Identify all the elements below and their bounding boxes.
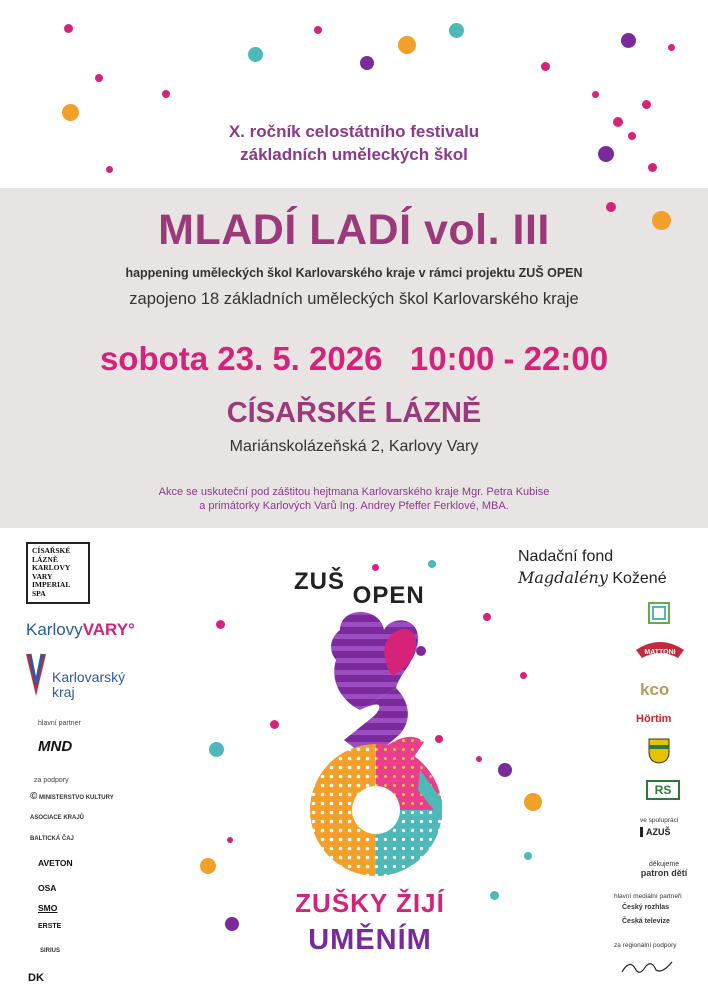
karlovy-vary-logo: [26, 620, 135, 640]
slogan-line-2: UMĚNÍM: [308, 924, 432, 956]
spa-line: SPA: [32, 588, 46, 598]
zus-word: ZUŠ: [294, 568, 345, 595]
patronage-line-1: Akce se uskuteční pod záštitou hejtmana Karlovarského kraje Mgr. Petra Kubise: [158, 486, 550, 498]
patron-text: patron dětí: [640, 868, 688, 878]
nadacni-fond-logo: [518, 548, 678, 588]
kco-logo: kco: [640, 680, 670, 699]
main-partner-label: hlavní partner: [38, 720, 81, 727]
confetti-dot: [248, 47, 263, 62]
confetti-dot: [541, 62, 550, 71]
patronage-line-2: a primátorky Karlových Varů Ing. Andrey Pfeffer Ferklové, MBA.: [199, 500, 509, 512]
regional-signature-icon: [618, 956, 678, 978]
rs-logo: RS: [646, 780, 680, 800]
mattoni-logo: [634, 640, 686, 662]
asociace-logo: ASOCIACE KRAJŮ: [30, 815, 85, 821]
confetti-dot: [621, 33, 636, 48]
smo-logo: SMO: [38, 903, 58, 913]
patronage-text: [0, 485, 708, 513]
confetti-dot: [270, 720, 279, 729]
patron-deti-logo: [640, 860, 688, 878]
confetti-dot: [95, 74, 103, 82]
confetti-dot: [428, 560, 436, 568]
confetti-dot: [520, 672, 527, 679]
slogan-line-1: ZUŠKY ŽIJÍ: [295, 888, 445, 918]
zus-open-logo: [294, 568, 425, 609]
ceska-televize-logo: Česká televize: [622, 918, 670, 925]
confetti-dot: [64, 24, 73, 33]
nf-line1: Nadační fond: [518, 548, 614, 565]
confetti-dot: [162, 90, 170, 98]
karlovarsky-kraj-logo: [22, 650, 152, 706]
coat-of-arms-icon: [648, 738, 670, 764]
confetti-dot: [216, 620, 225, 629]
open-word: OPEN: [352, 582, 425, 609]
spa-line: VARY: [32, 571, 53, 581]
dk-logo: DK: [28, 972, 44, 984]
mattoni-text: MATTONI: [644, 649, 676, 656]
kv-part1: Karlovy: [26, 620, 83, 639]
aveton-logo: AVETON: [38, 858, 73, 868]
confetti-dot: [209, 742, 224, 757]
mnd-logo: MND: [38, 738, 73, 755]
ministry-text: MINISTERSTVO KULTURY: [39, 795, 114, 801]
spa-line: IMPERIAL: [32, 580, 71, 589]
media-label: hlavní mediální partneři: [614, 893, 682, 900]
confetti-dot: [498, 763, 512, 777]
regional-label: za regionální podpory: [614, 942, 677, 949]
support-label: za podpory: [34, 777, 69, 784]
confetti-dot: [62, 104, 79, 121]
confetti-dot: [314, 26, 322, 34]
spa-line: LÁZNĚ: [32, 554, 58, 564]
osa-logo: OSA: [38, 883, 57, 893]
spa-line: CÍSAŘSKÉ: [32, 546, 71, 555]
subtitle-line-2: základních uměleckých škol: [240, 145, 468, 164]
venue-address: Mariánskolázeňská 2, Karlovy Vary: [229, 438, 479, 455]
kraj-text: [52, 670, 125, 700]
cesky-rozhlas-logo: Český rozhlas: [622, 904, 670, 911]
confetti-dot: [592, 91, 599, 98]
spa-line: KARLOVY: [32, 563, 71, 572]
confetti-dot: [106, 166, 113, 173]
confetti-dot: [642, 100, 651, 109]
confetti-dot: [524, 852, 532, 860]
ministry-logo: © MINISTERSTVO KULTURY: [30, 791, 114, 802]
kraj-swoosh-icon: [22, 650, 52, 702]
nf-line2: Kožené: [612, 570, 667, 587]
confetti-dot: [200, 858, 216, 874]
confetti-dot: [398, 36, 416, 54]
confetti-dot: [360, 56, 374, 70]
mattoni-eagle-icon: [634, 640, 686, 662]
confetti-dot: [372, 564, 379, 571]
thanks-label: děkujeme: [648, 861, 680, 868]
happening-text: happening uměleckých škol Karlovarského kraje v rámci projektu ZUŠ OPEN: [125, 266, 583, 280]
green-square-logo-icon: [648, 602, 670, 624]
kraj-line1: Karlovarský: [52, 669, 126, 685]
confetti-dot: [483, 613, 491, 621]
confetti-dot: [225, 917, 239, 931]
azus-logo: AZUŠ: [640, 827, 671, 837]
kv-part2: VARY°: [82, 620, 135, 639]
confetti-dot: [476, 756, 482, 762]
erste-logo: ERSTE: [38, 923, 62, 930]
event-datetime: sobota 23. 5. 2026 10:00 - 22:00: [99, 340, 609, 377]
cisarske-lazne-logo: [26, 542, 90, 604]
confetti-dot: [490, 891, 499, 900]
sirius-logo: SIRIUS: [40, 948, 61, 954]
confetti-dot: [524, 793, 542, 811]
confetti-dot: [416, 646, 426, 656]
confetti-dot: [435, 735, 443, 743]
confetti-dot: [449, 23, 464, 38]
kraj-line2: kraj: [52, 684, 75, 700]
event-title: MLADÍ LADÍ vol. III: [158, 206, 550, 254]
cooperation-label: ve spolupráci: [640, 817, 679, 824]
festival-subtitle: [0, 120, 708, 166]
hortim-logo: Hörtim: [636, 713, 672, 725]
venue-name: CÍSAŘSKÉ LÁZNĚ: [226, 397, 482, 429]
baltic-logo: BALTICKÁ ČAJ: [30, 836, 74, 842]
schools-count-text: zapojeno 18 základních uměleckých škol Karlovarského kraje: [129, 290, 579, 308]
figure-eight-graphic: [300, 610, 520, 910]
confetti-dot: [668, 44, 675, 51]
subtitle-line-1: X. ročník celostátního festivalu: [228, 122, 480, 141]
nf-signature: Magdalény: [518, 568, 608, 587]
confetti-dot: [227, 837, 233, 843]
